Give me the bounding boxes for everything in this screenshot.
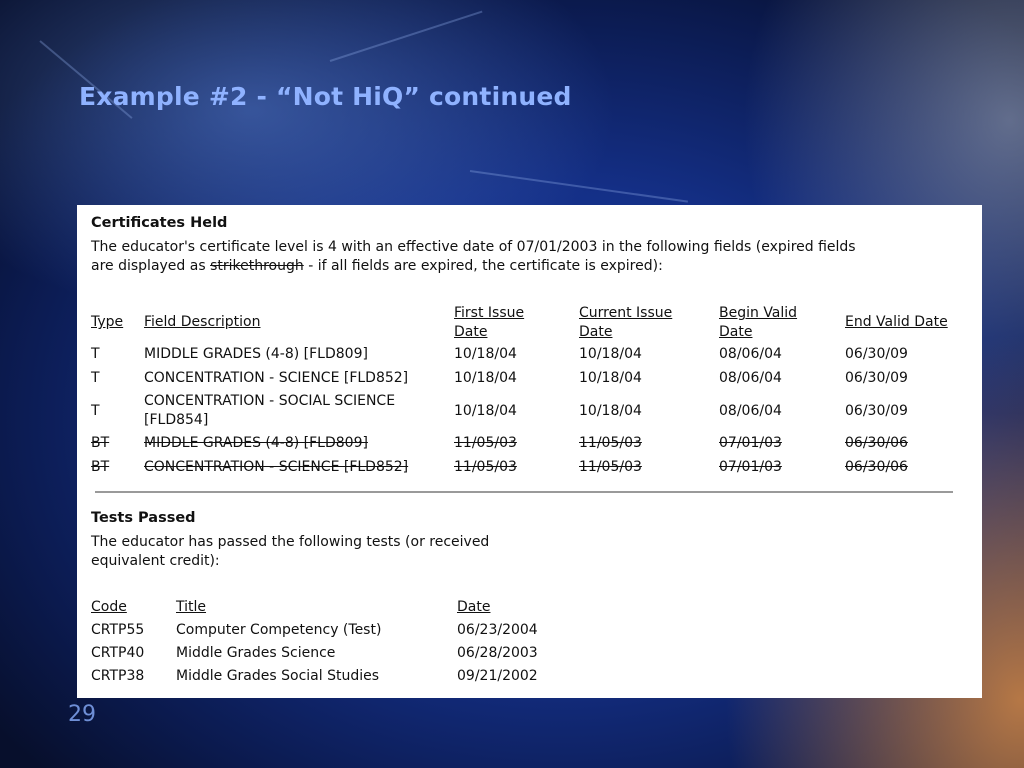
test-row-title: Middle Grades Social Studies — [176, 668, 380, 684]
col-header-title[interactable]: Title — [176, 599, 207, 615]
screenshot-panel — [77, 205, 982, 698]
cert-row-begin-valid: 08/06/04 — [719, 346, 782, 362]
cert-row-first-issue: 10/18/04 — [454, 370, 517, 386]
col-header-end-valid-date[interactable]: End Valid Date — [845, 314, 948, 330]
cert-row-field: MIDDLE GRADES (4-8) [FLD809] — [144, 346, 368, 362]
cert-row-first-issue-expired: 11/05/03 — [454, 435, 517, 451]
cert-row-type-expired: BT — [91, 435, 110, 451]
cert-row-end-valid: 06/30/09 — [845, 370, 908, 386]
col-header-first-issue-line1: First Issue — [454, 305, 525, 321]
cert-row-field: CONCENTRATION - SCIENCE [FLD852] — [144, 370, 409, 386]
test-row-code: CRTP55 — [91, 622, 145, 638]
cert-row-current-issue-expired: 11/05/03 — [579, 459, 642, 475]
cert-row-type: T — [91, 403, 100, 419]
background-streak — [470, 170, 688, 203]
col-header-current-issue-date[interactable] — [579, 304, 672, 342]
cert-row-end-valid: 06/30/09 — [845, 403, 908, 419]
tests-intro-line1: The educator has passed the following tests (or received — [91, 534, 490, 550]
test-row-date: 06/23/2004 — [457, 622, 538, 638]
slide-title: Example #2 - “Not HiQ” continued — [79, 82, 572, 111]
certificates-heading: Certificates Held — [91, 215, 228, 231]
col-header-first-issue-date[interactable] — [454, 304, 524, 342]
col-header-begin-valid-line2: Date — [719, 324, 753, 340]
cert-row-field-line1: CONCENTRATION - SOCIAL SCIENCE — [144, 393, 396, 409]
cert-row-first-issue-expired: 11/05/03 — [454, 459, 517, 475]
tests-intro-line2: equivalent credit): — [91, 553, 220, 569]
col-header-code[interactable]: Code — [91, 599, 127, 615]
tests-heading: Tests Passed — [91, 510, 196, 526]
page-number: 29 — [68, 702, 96, 727]
certificates-intro — [91, 238, 856, 276]
col-header-current-issue-line1: Current Issue — [579, 305, 673, 321]
cert-row-begin-valid-expired: 07/01/03 — [719, 435, 782, 451]
cert-row-end-valid: 06/30/09 — [845, 346, 908, 362]
cert-row-field-line2: [FLD854] — [144, 412, 209, 428]
test-row-title: Computer Competency (Test) — [176, 622, 382, 638]
col-header-field-description[interactable]: Field Description — [144, 314, 261, 330]
cert-row-begin-valid: 08/06/04 — [719, 403, 782, 419]
cert-row-type: T — [91, 370, 100, 386]
col-header-first-issue-line2: Date — [454, 324, 488, 340]
test-row-code: CRTP38 — [91, 668, 145, 684]
test-row-code: CRTP40 — [91, 645, 145, 661]
cert-row-field — [144, 392, 395, 430]
cert-row-current-issue: 10/18/04 — [579, 346, 642, 362]
certificates-intro-line2b: - if all fields are expired, the certificate is expired): — [303, 258, 663, 274]
cert-row-end-valid-expired: 06/30/06 — [845, 459, 908, 475]
cert-row-current-issue-expired: 11/05/03 — [579, 435, 642, 451]
col-header-begin-valid-line1: Begin Valid — [719, 305, 798, 321]
cert-row-first-issue: 10/18/04 — [454, 346, 517, 362]
col-header-current-issue-line2: Date — [579, 324, 613, 340]
strikethrough-example: strikethrough — [210, 258, 304, 274]
cert-row-type-expired: BT — [91, 459, 110, 475]
cert-row-first-issue: 10/18/04 — [454, 403, 517, 419]
section-divider — [95, 491, 953, 493]
cert-row-field-expired: MIDDLE GRADES (4-8) [FLD809] — [144, 435, 368, 451]
background-streak — [330, 11, 483, 62]
certificates-intro-line1: The educator's certificate level is 4 with an effective date of 07/01/2003 in the following fields (expired fields — [91, 239, 856, 255]
cert-row-begin-valid-expired: 07/01/03 — [719, 459, 782, 475]
cert-row-current-issue: 10/18/04 — [579, 403, 642, 419]
tests-intro — [91, 533, 489, 571]
col-header-date[interactable]: Date — [457, 599, 491, 615]
test-row-date: 09/21/2002 — [457, 668, 538, 684]
cert-row-current-issue: 10/18/04 — [579, 370, 642, 386]
cert-row-end-valid-expired: 06/30/06 — [845, 435, 908, 451]
test-row-date: 06/28/2003 — [457, 645, 538, 661]
col-header-type[interactable]: Type — [91, 314, 124, 330]
test-row-title: Middle Grades Science — [176, 645, 336, 661]
cert-row-type: T — [91, 346, 100, 362]
certificates-intro-line2a: are displayed as — [91, 258, 211, 274]
cert-row-begin-valid: 08/06/04 — [719, 370, 782, 386]
col-header-begin-valid-date[interactable] — [719, 304, 797, 342]
cert-row-field-expired: CONCENTRATION - SCIENCE [FLD852] — [144, 459, 409, 475]
